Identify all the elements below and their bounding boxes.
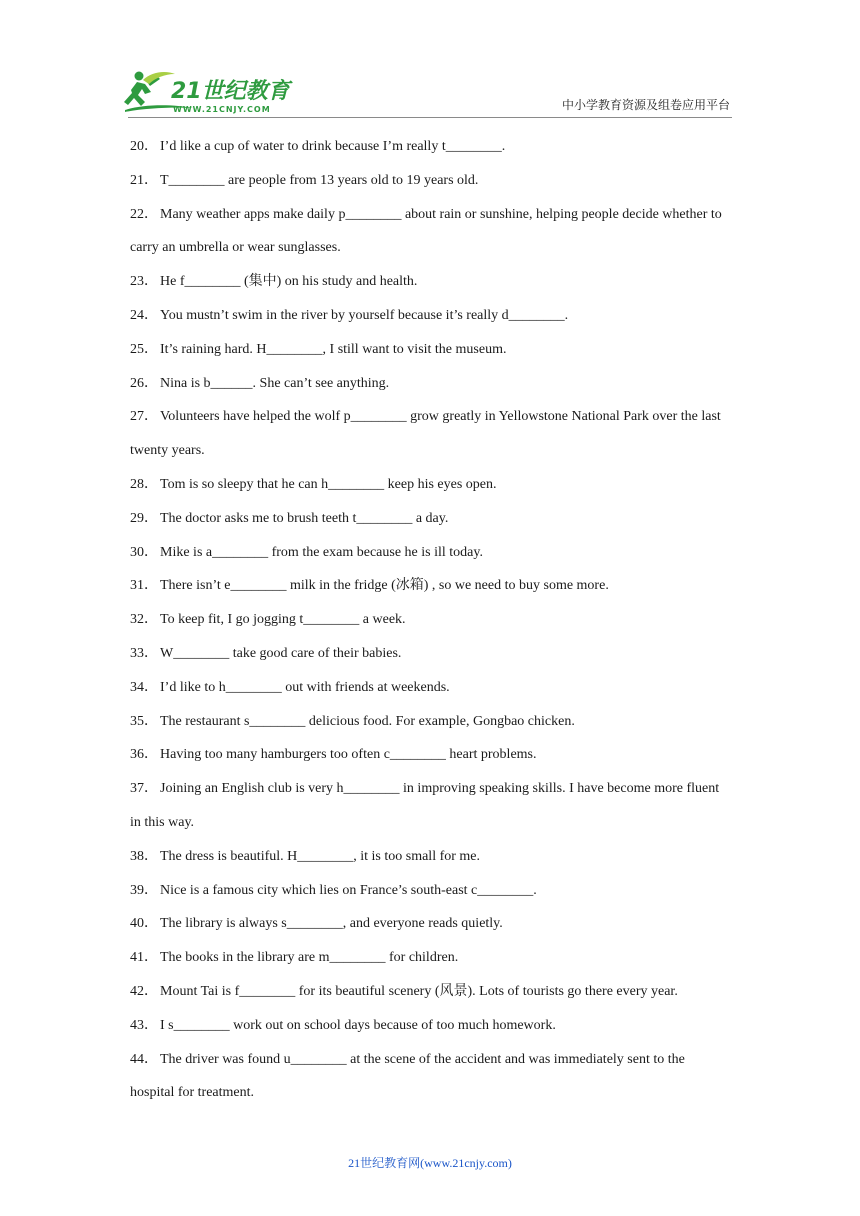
question-text: The books in the library are m________ for children. <box>160 950 459 966</box>
logo-url: WWW.21CNJY.COM <box>173 105 271 114</box>
question-item <box>130 941 732 975</box>
header-divider <box>128 117 732 118</box>
question-number: 34． <box>130 679 158 695</box>
question-number: 38． <box>130 848 158 864</box>
question-number: 24． <box>130 307 158 323</box>
question-number: 37． <box>130 781 158 797</box>
question-text: You mustn’t swim in the river by yourself because it’s really d________. <box>160 307 569 323</box>
question-text: It’s raining hard. H________, I still want to visit the museum. <box>160 341 507 357</box>
question-number: 31． <box>130 578 158 594</box>
question-number: 20． <box>130 139 158 154</box>
question-list <box>130 130 732 1110</box>
question-text: There isn’t e________ milk in the fridge (冰箱) , so we need to buy some more. <box>160 578 609 594</box>
question-item <box>130 400 732 468</box>
question-text: I s________ work out on school days because of too much homework. <box>160 1017 556 1033</box>
question-item <box>130 367 732 401</box>
question-number: 23． <box>130 274 158 290</box>
question-text: Tom is so sleepy that he can h________ keep his eyes open. <box>160 476 497 492</box>
question-number: 44． <box>130 1051 158 1067</box>
question-item <box>130 299 732 333</box>
question-text: Mike is a________ from the exam because he is ill today. <box>160 544 483 560</box>
question-item <box>130 536 732 570</box>
question-item <box>130 637 732 671</box>
question-item <box>130 569 732 603</box>
question-text: Many weather apps make daily p________ about rain or sunshine, helping people decide whether to carry an umbrella or wear sunglasses. <box>130 206 722 256</box>
question-number: 33． <box>130 645 158 661</box>
question-item <box>130 130 732 164</box>
question-number: 40． <box>130 916 158 932</box>
question-text: The library is always s________, and everyone reads quietly. <box>160 916 503 932</box>
question-item <box>130 198 732 266</box>
question-text: I’d like to h________ out with friends at weekends. <box>160 679 450 695</box>
question-item <box>130 671 732 705</box>
question-item <box>130 265 732 299</box>
question-item <box>130 705 732 739</box>
question-number: 43． <box>130 1017 158 1033</box>
platform-title: 中小学教育资源及组卷应用平台 <box>561 98 730 112</box>
question-item <box>130 772 732 840</box>
question-text: Nice is a famous city which lies on France’s south-east c________. <box>160 882 537 898</box>
question-item <box>130 975 732 1009</box>
question-text: W________ take good care of their babies. <box>160 645 402 661</box>
page-header <box>0 0 860 120</box>
question-number: 41． <box>130 950 158 966</box>
question-item <box>130 1009 732 1043</box>
logo-title: 21世纪教育 <box>171 79 290 104</box>
question-text: To keep fit, I go jogging t________ a week. <box>160 612 406 628</box>
question-text: The restaurant s________ delicious food. For example, Gongbao chicken. <box>160 713 575 729</box>
question-number: 22． <box>130 206 158 222</box>
question-text: The dress is beautiful. H________, it is too small for me. <box>160 848 481 864</box>
question-text: T________ are people from 13 years old to 19 years old. <box>160 172 479 188</box>
question-item <box>130 333 732 367</box>
question-number: 21． <box>130 172 158 188</box>
question-item <box>130 468 732 502</box>
question-item <box>130 840 732 874</box>
question-number: 42． <box>130 983 158 999</box>
question-text: Mount Tai is f________ for its beautiful scenery (风景). Lots of tourists go there every year. <box>160 983 678 999</box>
question-text: He f________ (集中) on his study and health. <box>160 274 418 290</box>
question-text: Joining an English club is very h________ in improving speaking skills. I have become more fluent in this way. <box>130 781 720 830</box>
question-number: 35． <box>130 713 158 729</box>
logo-21cnjy-icon <box>123 68 293 116</box>
question-item <box>130 502 732 536</box>
question-number: 30． <box>130 544 158 560</box>
question-number: 36． <box>130 747 158 763</box>
question-number: 29． <box>130 510 158 526</box>
question-number: 25． <box>130 341 158 357</box>
question-item <box>130 874 732 908</box>
question-text: Volunteers have helped the wolf p________ grow greatly in Yellowstone National Park over the last twenty years. <box>130 409 721 459</box>
page-footer: 21世纪教育网(www.21cnjy.com) <box>348 1156 512 1170</box>
question-number: 27． <box>130 409 158 425</box>
question-number: 39． <box>130 882 158 898</box>
question-item <box>130 738 732 772</box>
question-text: Nina is b______. She can’t see anything. <box>160 375 390 391</box>
question-item <box>130 603 732 637</box>
question-item <box>130 907 732 941</box>
question-text: Having too many hamburgers too often c________ heart problems. <box>160 747 537 763</box>
question-item <box>130 164 732 198</box>
question-text: I’d like a cup of water to drink because I’m really t________. <box>160 139 506 154</box>
question-item <box>130 1043 732 1111</box>
question-number: 32． <box>130 612 158 628</box>
question-text: The doctor asks me to brush teeth t________ a day. <box>160 510 449 526</box>
question-number: 26． <box>130 375 158 391</box>
question-text: The driver was found u________ at the scene of the accident and was immediately sent to the hospital for treatment. <box>130 1051 685 1101</box>
question-number: 28． <box>130 476 158 492</box>
